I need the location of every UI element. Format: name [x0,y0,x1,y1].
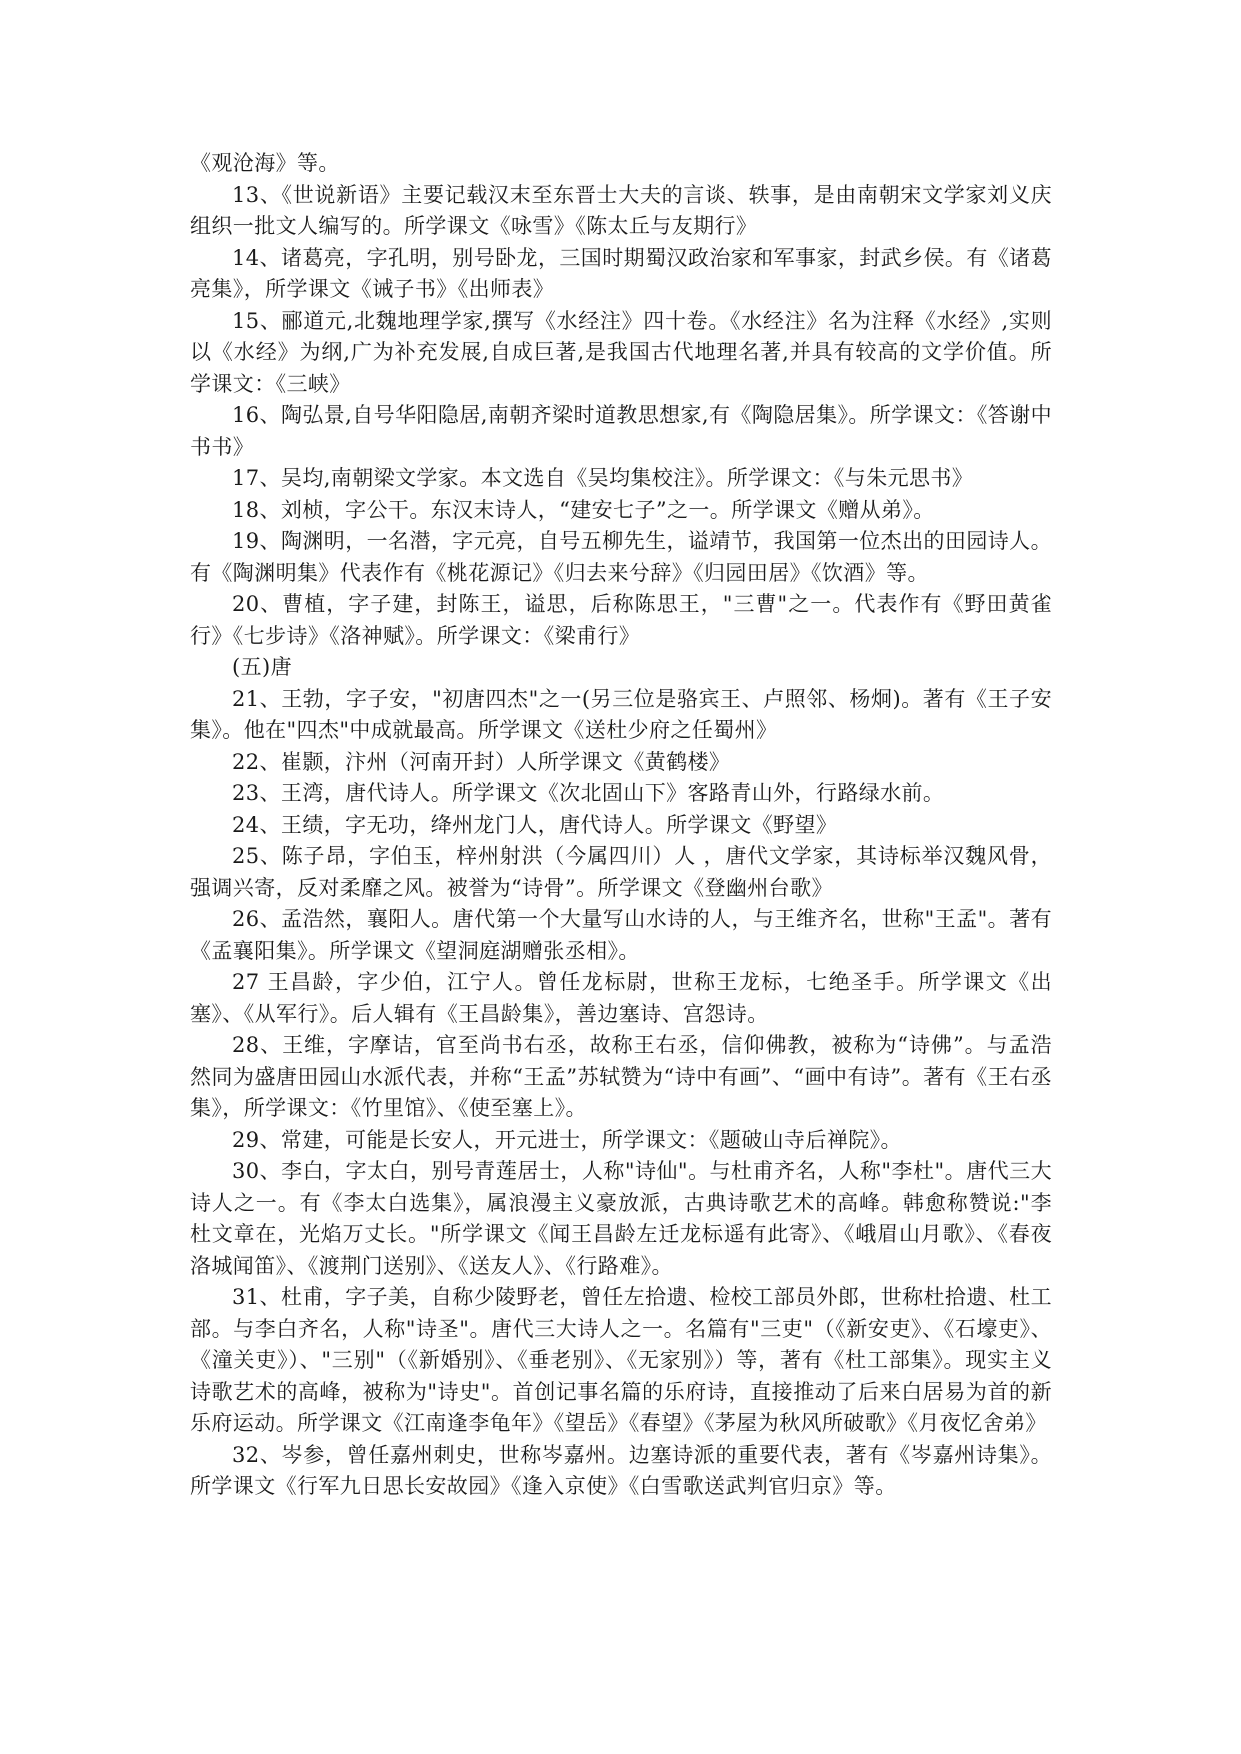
paragraph-24: 24、王绩，字无功，绛州龙门人，唐代诗人。所学课文《野望》 [232,812,838,837]
paragraph-25: 25、陈子昂，字伯玉，梓州射洪（今属四川）人 ，唐代文学家，其诗标举汉魏风骨，强调兴寄，反对柔靡之风。被誉为“诗骨”。所学课文《登幽州台歌》 [190,844,1052,900]
paragraph-17: 17、吴均,南朝梁文学家。本文选自《吴均集校注》。所学课文：《与朱元思书》 [232,466,974,490]
paragraph-13: 13、《世说新语》主要记载汉末至东晋士大夫的言谈、轶事，是由南朝宋文学家刘义庆组织一批文人编写的。所学课文《咏雪》《陈太丘与友期行》 [190,182,1052,238]
paragraph-18: 18、刘桢，字公干。东汉末诗人，“建安七子”之一。所学课文《赠从弟》。 [232,497,935,522]
paragraph-19: 19、陶渊明，一名潜，字元亮，自号五柳先生，谥靖节，我国第一位杰出的田园诗人。有《陶渊明集》代表作有《桃花源记》《归去来兮辞》《归园田居》《饮酒》等。 [190,529,1052,585]
paragraph-22: 22、崔颢，汴州（河南开封）人所学课文《黄鹤楼》 [232,749,731,774]
paragraph-15: 15、郦道元,北魏地理学家,撰写《水经注》四十卷。《水经注》名为注释《水经》,实则以《水经》为纲,广为补充发展,自成巨著,是我国古代地理名著,并具有较高的文学价值。所学课文：《三峡》 [190,308,1052,396]
paragraph-32: 32、岑参，曾任嘉州刺史，世称岑嘉州。边塞诗派的重要代表，著有《岑嘉州诗集》。所学课文《行军九日思长安故园》《逢入京使》《白雪歌送武判官归京》等。 [190,1442,1052,1498]
paragraph-27: 27 王昌龄，字少伯，江宁人。曾任龙标尉，世称王龙标，七绝圣手。所学课文《出塞》、《从军行》。后人辑有《王昌龄集》，善边塞诗、宫怨诗。 [190,970,1052,1026]
paragraph-23: 23、王湾，唐代诗人。所学课文《次北固山下》客路青山外，行路绿水前。 [232,781,945,805]
paragraph-16: 16、陶弘景,自号华阳隐居,南朝齐梁时道教思想家,有《陶隐居集》。所学课文：《答谢中书书》 [190,403,1052,459]
paragraph-31: 31、杜甫，字子美，自称少陵野老，曾任左拾遗、检校工部员外郎，世称杜拾遗、杜工部。与李白齐名，人称"诗圣"。唐代三大诗人之一。名篇有"三吏"（《新安吏》、《石壕吏》、《潼关吏》）、"三别"（《新婚别》、《垂老别》、《无家别》）等，著有《杜工部集》。现实主义诗歌艺术的高峰，被称为"诗史"。首创记事名篇的乐府诗，直接推动了后来白居易为首的新乐府运动。所学课文《江南逢李龟年》《望岳》《春望》《茅屋为秋风所破歌》《月夜忆舍弟》 [190,1285,1052,1435]
paragraph-intro: 《观沧海》等。 [190,151,340,175]
document-page [190,148,1052,1503]
paragraph-29: 29、常建，可能是长安人，开元进士，所学课文：《题破山寺后禅院》。 [232,1127,902,1152]
paragraph-21: 21、王勃，字子安，"初唐四杰"之一(另三位是骆宾王、卢照邻、杨炯)。著有《王子安集》。他在"四杰"中成就最高。所学课文《送杜少府之任蜀州》 [190,686,1052,742]
section-heading-tang: (五)唐 [232,655,292,679]
paragraph-28: 28、王维，字摩诘，官至尚书右丞，故称王右丞，信仰佛教，被称为“诗佛”。与孟浩然同为盛唐田园山水派代表，并称“王孟”苏轼赞为“诗中有画”、“画中有诗”。著有《王右丞集》，所学课文：《竹里馆》、《使至塞上》。 [190,1033,1052,1120]
paragraph-20: 20、曹植，字子建，封陈王，谥思，后称陈思王，"三曹"之一。代表作有《野田黄雀行》《七步诗》《洛神赋》。所学课文：《梁甫行》 [190,592,1052,648]
paragraph-14: 14、诸葛亮，字孔明，别号卧龙，三国时期蜀汉政治家和军事家，封武乡侯。有《诸葛亮集》，所学课文《诫子书》《出师表》 [190,245,1052,301]
paragraph-26: 26、孟浩然，襄阳人。唐代第一个大量写山水诗的人，与王维齐名，世称"王孟"。著有《孟襄阳集》。所学课文《望洞庭湖赠张丞相》。 [190,907,1052,963]
paragraph-30: 30、李白，字太白，别号青莲居士，人称"诗仙"。与杜甫齐名，人称"李杜"。唐代三大诗人之一。有《李太白选集》，属浪漫主义豪放派，古典诗歌艺术的高峰。韩愈称赞说:"李杜文章在，光焰万丈长。"所学课文《闻王昌龄左迁龙标遥有此寄》、《峨眉山月歌》、《春夜洛城闻笛》、《渡荆门送别》、《送友人》、《行路难》。 [190,1159,1052,1278]
